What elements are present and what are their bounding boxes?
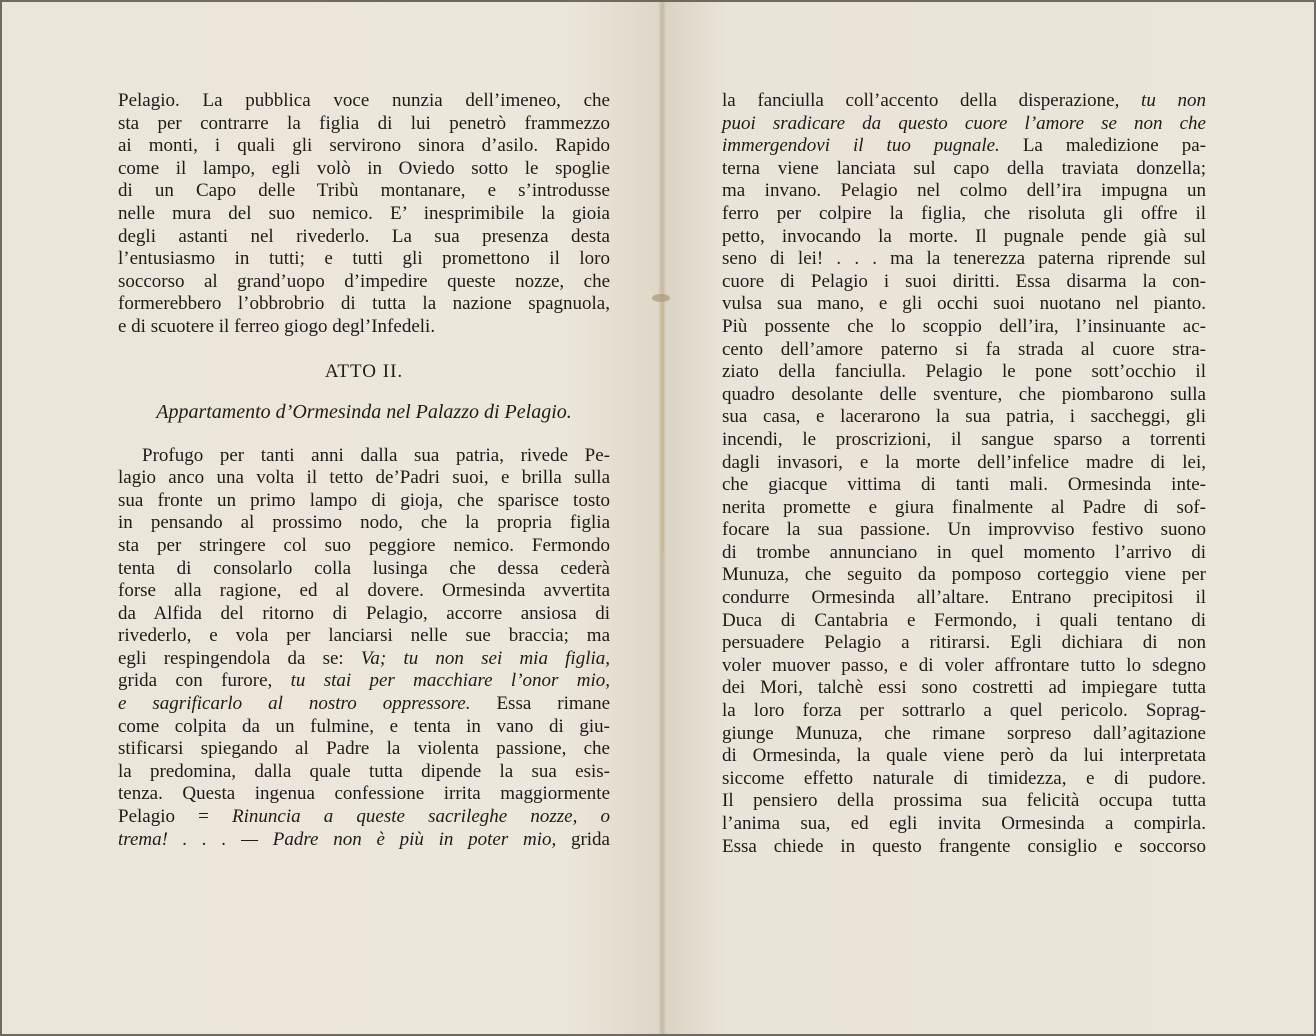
text-line: forse alla ragione, ed al dovere. Ormesinda avvertita: [118, 580, 610, 602]
text-line: nerita promette e giura finalmente al Padre di sof-: [722, 496, 1206, 518]
text-line: Munuza, che seguito da pomposo corteggio viene per: [722, 564, 1206, 586]
italic-quote: e sagrificarlo al nostro oppressore.: [118, 693, 471, 715]
paragraph-3: [722, 90, 1206, 858]
text-line: Il pensiero della prossima sua felicità occupa tutta: [722, 790, 1206, 812]
text-line: seno di lei! . . . ma la tenerezza paterna riprende sul: [722, 248, 1206, 270]
text-line: Pelagio = Rinuncia a queste sacrileghe nozze, o: [118, 806, 610, 828]
paragraph-2: [118, 445, 610, 852]
text-line: incendi, le proscrizioni, il sangue sparso a torrenti: [722, 428, 1206, 450]
text-line: trema! . . . — Padre non è più in poter mio, grida: [118, 828, 610, 850]
text-line: focare la sua passione. Un improvviso festivo suono: [722, 519, 1206, 541]
left-page: [2, 2, 662, 1034]
right-page: [662, 2, 1314, 1034]
text-line: tenta di consolarlo colla lusinga che dessa cederà: [118, 557, 610, 579]
binding-thread: [661, 302, 664, 552]
text-line: tenza. Questa ingenua confessione irrita maggiormente: [118, 783, 610, 805]
text-line: la loro forza per sottrarlo a quel pericolo. Soprag-: [722, 700, 1206, 722]
text-line: Pelagio. La pubblica voce nunzia dell’imeneo, che: [118, 90, 610, 111]
text-line: giunge Munuza, che rimane sorpreso dall’agitazione: [722, 722, 1206, 744]
text-line: egli respingendola da se: Va; tu non sei mia figlia,: [118, 647, 611, 669]
text-line: Duca di Cantabria e Fermondo, i quali tentano di: [722, 609, 1206, 631]
text-line: Più possente che lo scoppio dell’ira, l’insinuante ac-: [722, 315, 1206, 337]
text-line: sua fronte un primo lampo di gioja, che sparisce tosto: [118, 489, 610, 511]
text-line: dei Mori, talchè essi sono costretti ad impiegare tutta: [722, 677, 1206, 699]
text-line: la predomina, dalla quale tutta dipende la sua esis-: [118, 760, 610, 782]
binding-knot: [652, 294, 670, 302]
text-line: l’anima sua, ed egli invita Ormesinda a compirla.: [722, 813, 1206, 834]
text-line: come colpita da un fulmine, e tenta in vano di giu-: [118, 715, 610, 737]
text-line: in pensando al prossimo nodo, che la propria figlia: [118, 512, 610, 534]
text-line: [722, 113, 1206, 136]
scene-title: Appartamento d’Ormesinda nel Palazzo di Pelagio.: [156, 400, 572, 423]
text-line: la fanciulla coll’accento della disperazione, tu non: [722, 90, 1206, 111]
text-line: condurre Ormesinda all’altare. Entrano precipitosi il: [722, 587, 1206, 609]
text-line: sta per contrarre la figlia di lui penetrò frammezzo: [118, 112, 610, 134]
left-text-column: [118, 90, 610, 851]
text-line: degli astanti nel rivederlo. La sua presenza desta: [118, 225, 610, 247]
italic-quote: Rinuncia a queste sacrileghe nozze, o: [232, 806, 610, 828]
text-line: l’entusiasmo in tutti; e tutti gli promettono il loro: [118, 248, 610, 270]
italic-quote: Va; tu non sei mia figlia,: [360, 647, 611, 669]
text-line: da Alfida del ritorno di Pelagio, accorre ansiosa di: [118, 602, 610, 624]
text-line: cuore di Pelagio i suoi diritti. Essa disarma la con-: [722, 270, 1206, 292]
text-line: ai monti, i quali gli servirono sinora d’asilo. Rapido: [118, 135, 610, 157]
italic-quote: trema! . . . — Padre non è più in poter mio,: [118, 828, 557, 850]
italic-quote: immergendovi il tuo pugnale.: [722, 135, 1000, 157]
text-line: vulsa sua mano, e gli occhi suoi nuotano nel pianto.: [722, 293, 1206, 315]
text-line: Essa chiede in questo frangente consiglio e soccorso: [722, 835, 1206, 857]
text-line: sua casa, e lacerarono la sua patria, i saccheggi, gli: [722, 406, 1206, 428]
paragraph-1: [118, 90, 610, 339]
text-line: ziato della fanciulla. Pelagio le pone sott’occhio il: [722, 361, 1206, 383]
text-line: voler muover passo, e di voler affrontare tutto lo sdegno: [722, 654, 1206, 676]
text-line: siccome effetto naturale di timidezza, e di pudore.: [722, 767, 1206, 789]
text-line: quadro desolante delle sventure, che piombarono sulla: [722, 383, 1206, 405]
italic-quote: tu non: [1141, 90, 1206, 111]
italic-quote: tu stai per macchiare l’onor mio,: [290, 670, 611, 692]
text-line: nelle mura del suo nemico. E’ inesprimibile la gioia: [118, 202, 610, 224]
text-line: ferro per colpire la figlia, che risoluta gli offre il: [722, 202, 1206, 224]
book-spread: [2, 2, 1314, 1034]
text-line: terna viene lanciata sul capo della traviata donzella;: [722, 157, 1206, 179]
text-line: e sagrificarlo al nostro oppressore. Essa rimane: [118, 693, 611, 715]
text-line: formerebbero l’obbrobrio di tutta la nazione spagnuola,: [118, 293, 610, 315]
act-title: ATTO II.: [324, 360, 404, 382]
text-line: grida con furore, tu stai per macchiare l’onor mio,: [118, 670, 611, 692]
text-line: dagli invasori, e la morte dell’infelice madre di lei,: [722, 451, 1206, 473]
text-line: di Ormesinda, la quale viene però da lui interpretata: [722, 745, 1206, 767]
text-line: che giacque vittima di tanti mali. Ormesinda inte-: [722, 474, 1206, 496]
text-line: lagio anco una volta il tetto de’Padri suoi, e brilla sulla: [118, 467, 610, 489]
text-line: rivederlo, e vola per lanciarsi nelle sue braccia; ma: [118, 625, 610, 647]
text-line: di un Capo delle Tribù montanare, e s’introdusse: [118, 180, 610, 202]
text-line: sta per stringere col suo peggiore nemico. Fermondo: [118, 534, 610, 556]
text-line: immergendovi il tuo pugnale. La maledizione pa-: [722, 135, 1206, 157]
text-line: come il lampo, egli volò in Oviedo sotto le spoglie: [118, 157, 610, 179]
text-line: e di scuotere il ferreo giogo degl’Infedeli.: [118, 315, 436, 337]
text-line: stificarsi spiegando al Padre la violenta passione, che: [118, 738, 610, 760]
text-line: Profugo per tanti anni dalla sua patria, rivede Pe-: [142, 444, 610, 466]
text-line: soccorso al grand’uopo d’impedire queste nozze, che: [118, 270, 610, 292]
text-line: persuadere Pelagio a ritirarsi. Egli dichiara di non: [722, 632, 1206, 654]
text-line: cento dell’amore paterno si fa strada al cuore stra-: [722, 338, 1206, 360]
italic-quote: puoi sradicare da questo cuore l’amore se non che: [722, 112, 1206, 134]
right-text-column: [722, 90, 1206, 858]
text-line: ma invano. Pelagio nel colmo dell’ira impugna un: [722, 180, 1206, 202]
text-line: petto, invocando la morte. Il pugnale pende già sul: [722, 225, 1206, 247]
text-line: di trombe annunciano in quel momento l’arrivo di: [722, 541, 1206, 563]
